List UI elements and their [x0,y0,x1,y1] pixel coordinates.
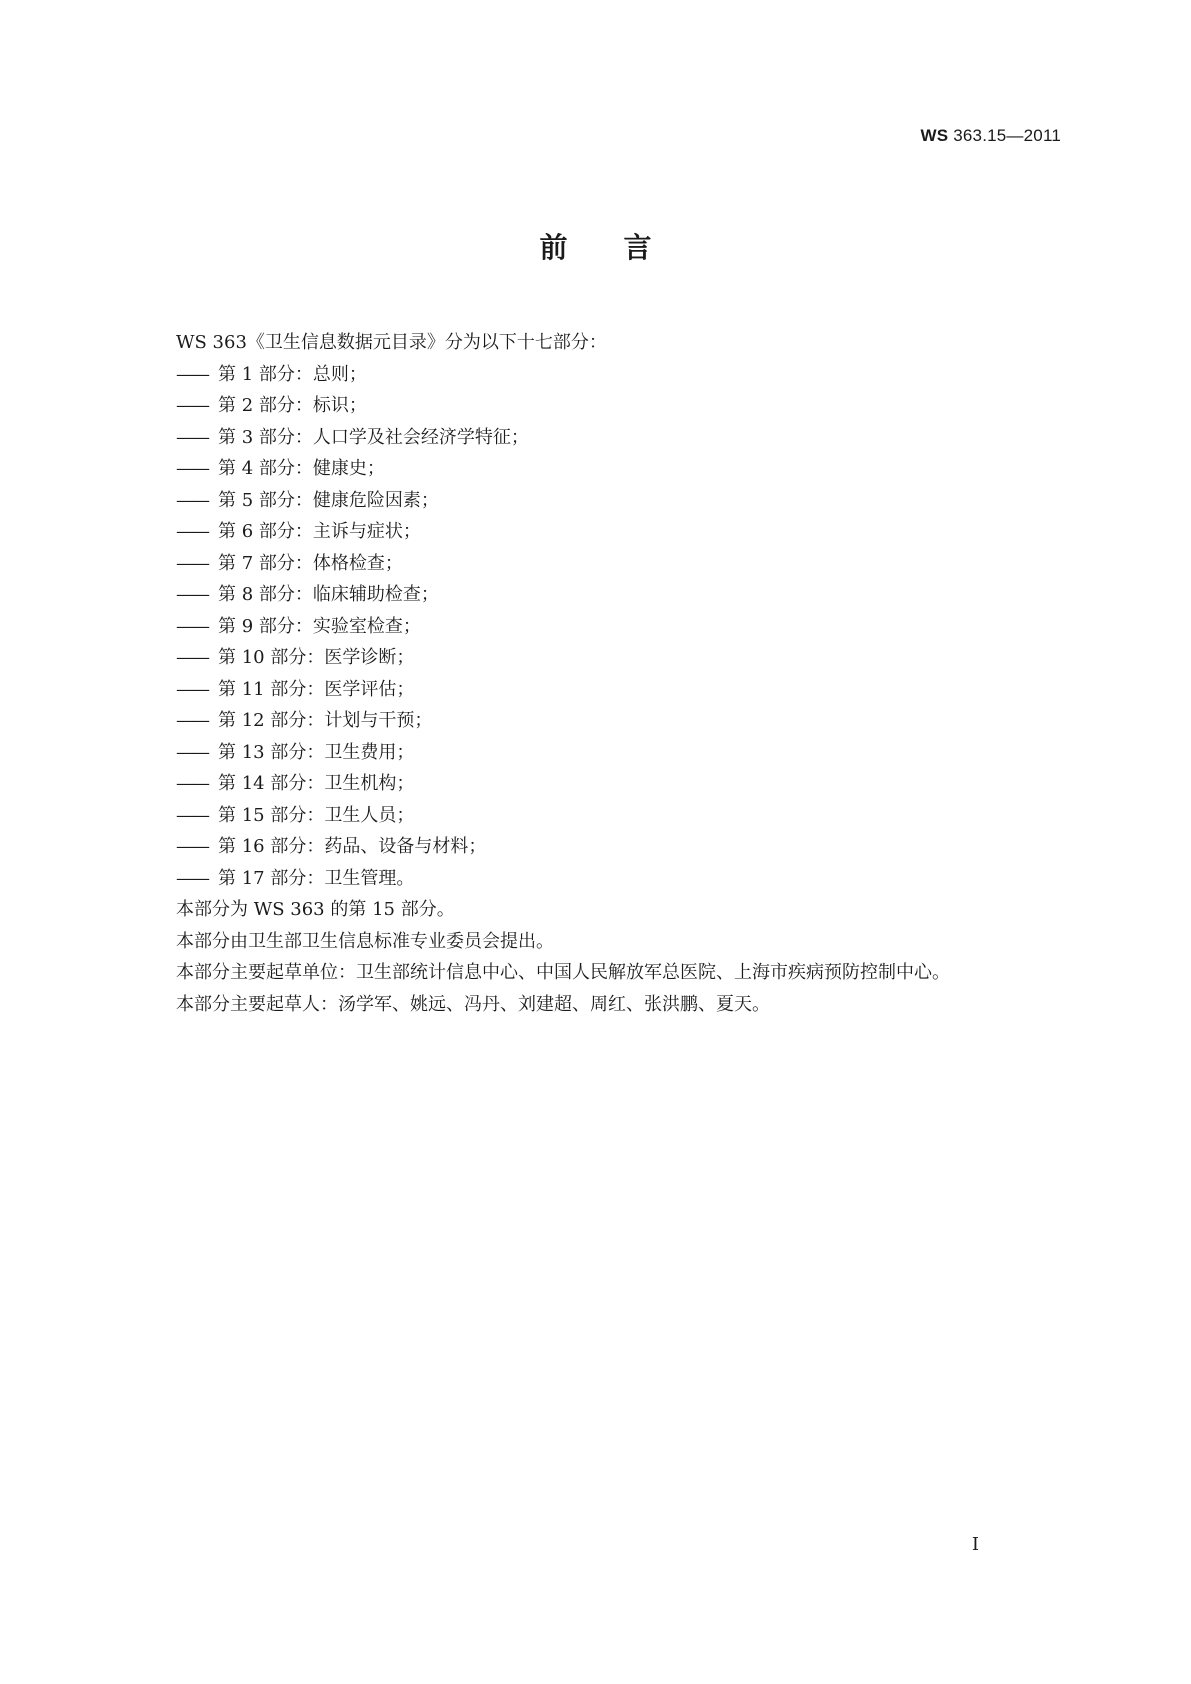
part-label: 第 11 部分：医学评估； [218,678,415,700]
part-label: 第 5 部分：健康危险因素； [218,489,439,511]
part-list-item [176,800,1056,832]
part-label: 第 10 部分：医学诊断； [218,647,415,668]
part-list-item [176,768,1056,800]
part-label: 第 17 部分：卫生管理。 [218,867,415,889]
part-list-item [176,516,1056,548]
foreword-body [176,327,1056,1020]
part-label: 第 7 部分：体格检查； [218,552,403,574]
em-dash-marker: —— [176,678,208,700]
em-dash-marker: —— [176,395,208,416]
part-label: 第 8 部分：临床辅助检查； [218,584,439,605]
page-number: I [971,1534,979,1555]
em-dash-marker: —— [176,521,208,542]
part-label: 第 9 部分：实验室检查； [218,615,421,637]
part-label: 第 1 部分：总则； [218,363,367,385]
em-dash-marker: —— [176,647,208,668]
part-label: 第 13 部分：卫生费用； [218,741,415,763]
parts-list [176,359,1056,895]
em-dash-marker: —— [176,426,208,448]
part-list-item [176,359,1056,391]
part-label: 第 3 部分：人口学及社会经济学特征； [218,426,529,448]
intro-line: WS 363《卫生信息数据元目录》分为以下十七部分： [176,332,607,353]
part-list-item [176,611,1056,643]
part-label: 第 2 部分：标识； [218,395,367,416]
em-dash-marker: —— [176,363,208,385]
em-dash-marker: —— [176,584,208,605]
part-list-item [176,705,1056,737]
part-list-item [176,579,1056,611]
standard-code-number: 363.15—2011 [953,126,1061,145]
em-dash-marker: —— [176,489,208,511]
part-label: 第 4 部分：健康史； [218,458,385,479]
part-list-item [176,737,1056,769]
statement-line: 本部分主要起草单位：卫生部统计信息中心、中国人民解放军总医院、上海市疾病预防控制中心。 [176,962,950,983]
part-list-item [176,390,1056,422]
em-dash-marker: —— [176,615,208,637]
part-label: 第 14 部分：卫生机构； [218,773,415,794]
part-list-item [176,548,1056,580]
part-label: 第 6 部分：主诉与症状； [218,521,421,542]
page-title: 前言 [539,231,708,264]
em-dash-marker: —— [176,741,208,763]
part-label: 第 15 部分：卫生人员； [218,804,415,826]
em-dash-marker: —— [176,804,208,826]
statement-line: 本部分主要起草人：汤学军、姚远、冯丹、刘建超、周红、张洪鹏、夏天。 [176,993,770,1015]
em-dash-marker: —— [176,867,208,889]
standard-code-header [921,126,1062,146]
standard-code-prefix: WS [920,126,949,145]
part-list-item [176,674,1056,706]
em-dash-marker: —— [176,836,208,857]
statement-line: 本部分由卫生部卫生信息标准专业委员会提出。 [176,930,554,952]
part-list-item [176,831,1056,863]
statement-line: 本部分为 WS 363 的第 15 部分。 [176,899,455,920]
part-list-item [176,453,1056,485]
em-dash-marker: —— [176,458,208,479]
em-dash-marker: —— [176,773,208,794]
part-list-item [176,863,1056,895]
part-list-item [176,485,1056,517]
part-list-item [176,422,1056,454]
part-label: 第 16 部分：药品、设备与材料； [218,836,487,857]
em-dash-marker: —— [176,710,208,731]
part-list-item [176,642,1056,674]
statements-list [176,894,1056,1020]
part-label: 第 12 部分：计划与干预； [218,710,433,731]
em-dash-marker: —— [176,552,208,574]
